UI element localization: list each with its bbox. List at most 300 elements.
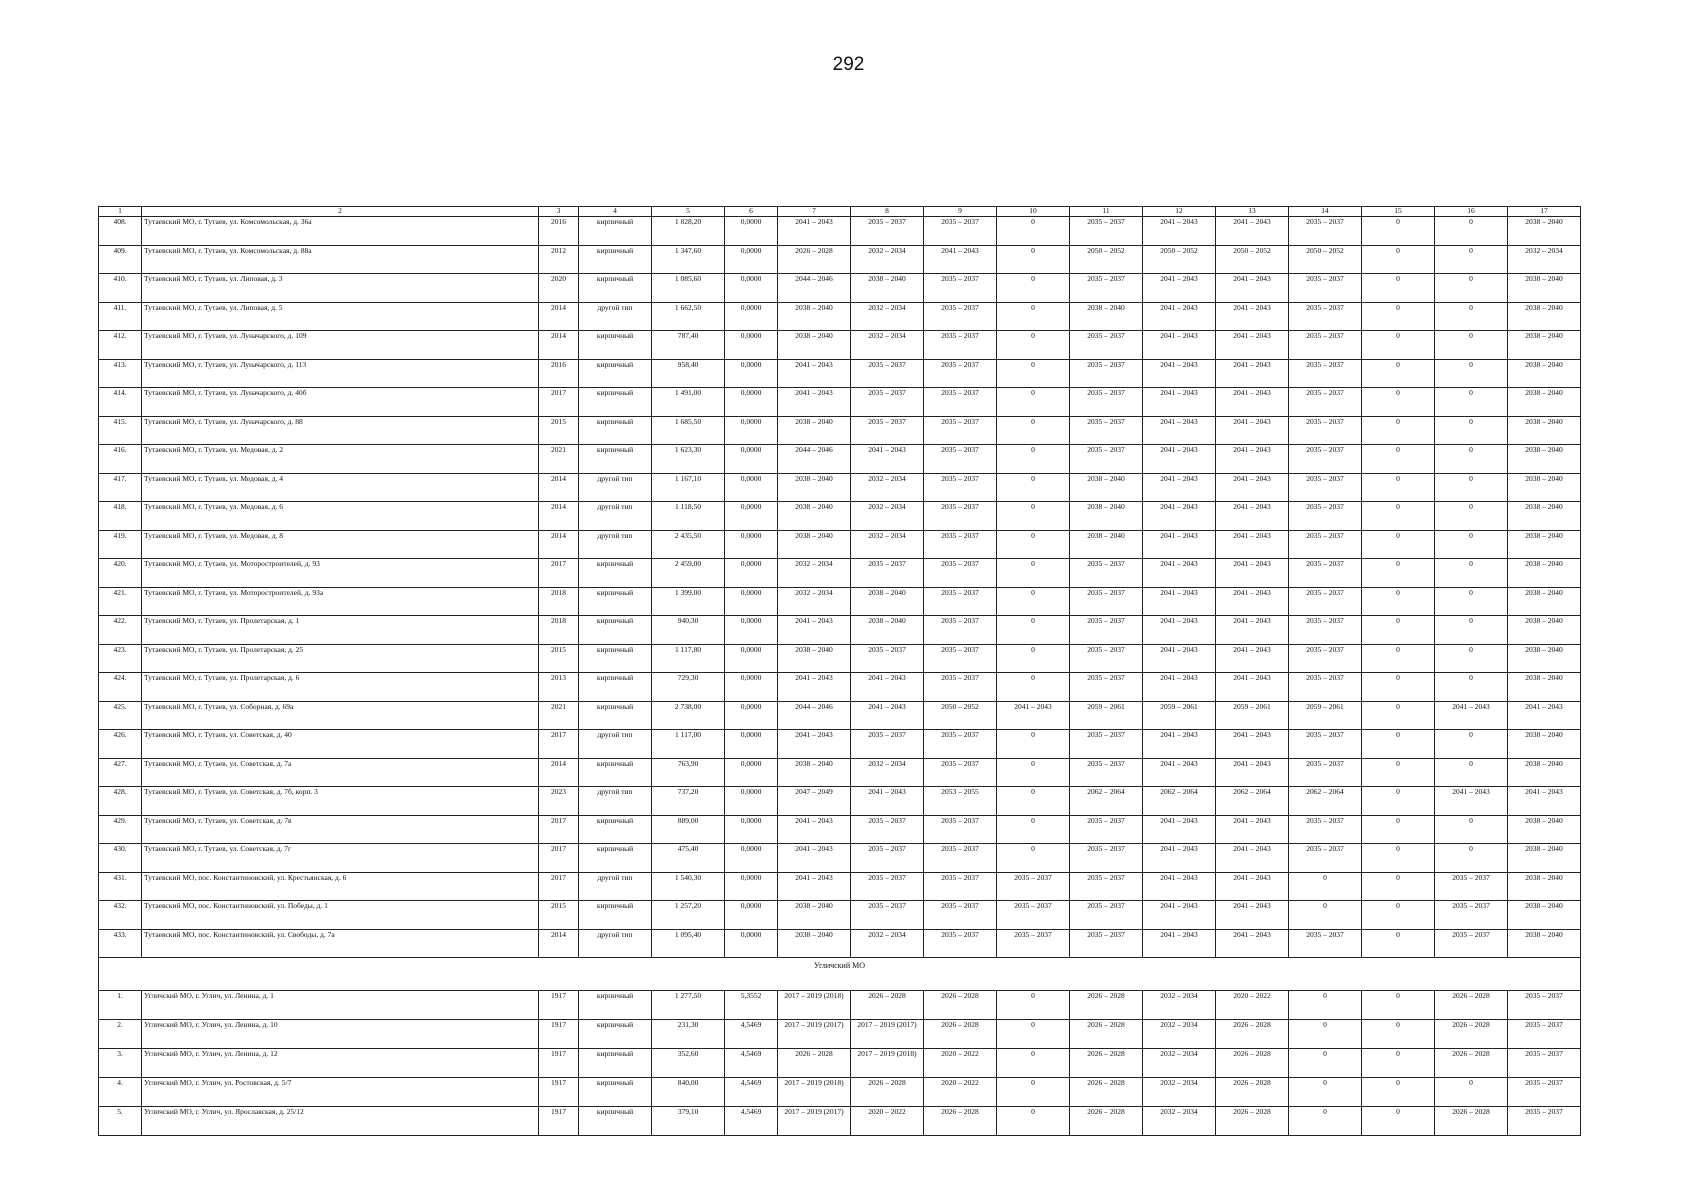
table-cell: 2038 – 2040 [1508, 730, 1581, 759]
table-cell: 2035 – 2037 [924, 473, 997, 502]
table-cell: Угличский МО, г. Углич, ул. Ярославская, д. 25/12 [142, 1107, 539, 1136]
table-cell: 2041 – 2043 [1143, 217, 1216, 246]
table-cell: 2035 – 2037 [1289, 502, 1362, 531]
table-cell: 2059 – 2061 [1070, 701, 1143, 730]
table-cell: 0 [1435, 644, 1508, 673]
table-row [99, 445, 1581, 474]
table-cell: 0,0000 [725, 787, 778, 816]
table-cell: 2017 [539, 815, 579, 844]
table-cell: 2041 – 2043 [1216, 872, 1289, 901]
table-cell: 0 [997, 473, 1070, 502]
table-cell: кирпичный [579, 991, 652, 1020]
table-cell: 2041 – 2043 [1216, 331, 1289, 360]
table-cell: 2035 – 2037 [1070, 901, 1143, 930]
table-cell: 2038 – 2040 [1508, 616, 1581, 645]
table-cell: 0 [997, 616, 1070, 645]
table-cell: 2041 – 2043 [1143, 416, 1216, 445]
table-cell: Тутаевский МО, г. Тутаев, ул. Советская, д. 7в [142, 815, 539, 844]
table-cell: 2035 – 2037 [924, 274, 997, 303]
table-cell: 2038 – 2040 [1508, 359, 1581, 388]
table-cell: 2035 – 2037 [1289, 815, 1362, 844]
table-cell: 0 [997, 991, 1070, 1020]
table-cell: 2032 – 2034 [778, 559, 851, 588]
table-row [99, 730, 1581, 759]
table-cell: 2062 – 2064 [1143, 787, 1216, 816]
table-cell: 2041 – 2043 [778, 844, 851, 873]
table-cell: 2013 [539, 673, 579, 702]
table-cell: 2041 – 2043 [1143, 473, 1216, 502]
table-row [99, 388, 1581, 417]
table-cell: 2035 – 2037 [1289, 673, 1362, 702]
table-row [99, 1020, 1581, 1049]
table-cell: 1917 [539, 1049, 579, 1078]
table-cell: 2038 – 2040 [778, 644, 851, 673]
table-cell: 2035 – 2037 [924, 359, 997, 388]
table-cell: 0 [997, 502, 1070, 531]
table-cell: 2041 – 2043 [1143, 502, 1216, 531]
table-cell: 2035 – 2037 [924, 644, 997, 673]
table-cell: 6 [725, 207, 778, 217]
table-row [99, 844, 1581, 873]
table-cell: 1 167,10 [652, 473, 725, 502]
table-cell: 2026 – 2028 [778, 245, 851, 274]
table-cell: 2032 – 2034 [778, 587, 851, 616]
table-cell: кирпичный [579, 758, 652, 787]
table-cell: 2017 – 2019 (2017) [778, 1020, 851, 1049]
table-cell: 0 [1362, 502, 1435, 531]
table-cell: 2032 – 2034 [851, 473, 924, 502]
table-cell: 423. [99, 644, 142, 673]
table-cell: 426. [99, 730, 142, 759]
table-cell: 0 [997, 758, 1070, 787]
table-cell: 0 [1435, 844, 1508, 873]
table-cell: 414. [99, 388, 142, 417]
table-cell: 2035 – 2037 [1508, 1020, 1581, 1049]
table-row [99, 1078, 1581, 1107]
table-cell: 0 [1362, 730, 1435, 759]
table-cell: 2041 – 2043 [778, 730, 851, 759]
table-cell: 4,5469 [725, 1049, 778, 1078]
table-cell: 0 [997, 1107, 1070, 1136]
table-cell: Тутаевский МО, г. Тутаев, ул. Пролетарская, д. 25 [142, 644, 539, 673]
table-cell: 413. [99, 359, 142, 388]
table-cell: 2035 – 2037 [1289, 388, 1362, 417]
table-cell: 5,3552 [725, 991, 778, 1020]
table-cell: 2041 – 2043 [1216, 274, 1289, 303]
table-cell: 2035 – 2037 [1070, 331, 1143, 360]
table-cell: 0 [1362, 701, 1435, 730]
table-cell: Тутаевский МО, пос. Константиновский, ул. Крестьянская, д. 6 [142, 872, 539, 901]
table-cell: 475,40 [652, 844, 725, 873]
table-cell: 2041 – 2043 [1143, 559, 1216, 588]
table-cell: Тутаевский МО, пос. Константиновский, ул. Свободы, д. 7а [142, 929, 539, 958]
table-cell: 7 [778, 207, 851, 217]
table-cell: 431. [99, 872, 142, 901]
table-cell: кирпичный [579, 331, 652, 360]
table-cell: 2032 – 2034 [851, 530, 924, 559]
table-cell: 2035 – 2037 [924, 502, 997, 531]
table-cell: 2050 – 2052 [1289, 245, 1362, 274]
table-cell: 410. [99, 274, 142, 303]
table-cell: 430. [99, 844, 142, 873]
table-cell: 2026 – 2028 [1435, 991, 1508, 1020]
table-cell: 2035 – 2037 [997, 901, 1070, 930]
table-cell: другой тип [579, 787, 652, 816]
table-cell: 2035 – 2037 [1070, 587, 1143, 616]
table-cell: 0 [1435, 274, 1508, 303]
table-cell: 2018 [539, 587, 579, 616]
table-cell: Тутаевский МО, г. Тутаев, ул. Комсомольская, д. 88а [142, 245, 539, 274]
table-cell: 787,40 [652, 331, 725, 360]
table-cell: 2041 – 2043 [851, 445, 924, 474]
table-cell: 1 623,30 [652, 445, 725, 474]
table-cell: 2038 – 2040 [1508, 673, 1581, 702]
table-cell: кирпичный [579, 245, 652, 274]
table-cell: 2041 – 2043 [1143, 302, 1216, 331]
table-cell: 4,5469 [725, 1107, 778, 1136]
table-cell: 1 [99, 207, 142, 217]
table-cell: 8 [851, 207, 924, 217]
table-cell: 2035 – 2037 [1289, 274, 1362, 303]
table-cell: 2038 – 2040 [1070, 502, 1143, 531]
table-cell: 0 [1362, 1078, 1435, 1107]
table-cell: кирпичный [579, 1078, 652, 1107]
table-cell: Тутаевский МО, г. Тутаев, ул. Медовая, д. 6 [142, 502, 539, 531]
table-cell: 2032 – 2034 [851, 245, 924, 274]
table-cell: 408. [99, 217, 142, 246]
table-cell: 0 [1362, 331, 1435, 360]
table-cell: 2041 – 2043 [1216, 217, 1289, 246]
table-cell: 424. [99, 673, 142, 702]
table-cell: 2038 – 2040 [778, 331, 851, 360]
table-cell: 0 [997, 331, 1070, 360]
table-cell: 2014 [539, 302, 579, 331]
table-cell: 2035 – 2037 [851, 359, 924, 388]
table-cell: 2032 – 2034 [851, 302, 924, 331]
table-cell: 2038 – 2040 [1508, 901, 1581, 930]
table-cell: 2062 – 2064 [1289, 787, 1362, 816]
table-cell: 0 [1435, 502, 1508, 531]
table-cell: 2041 – 2043 [778, 217, 851, 246]
table-cell: 2041 – 2043 [778, 673, 851, 702]
table-cell: 2035 – 2037 [1289, 758, 1362, 787]
table-cell: 2021 [539, 701, 579, 730]
table-cell: 2035 – 2037 [1289, 445, 1362, 474]
table-cell: 2038 – 2040 [778, 758, 851, 787]
table-cell: 2017 [539, 844, 579, 873]
table-cell: 2059 – 2061 [1216, 701, 1289, 730]
table-cell: 0 [997, 844, 1070, 873]
table-cell: 0 [1362, 991, 1435, 1020]
table-cell: Тутаевский МО, г. Тутаев, ул. Моторостроителей, д. 93а [142, 587, 539, 616]
table-cell: 1 662,50 [652, 302, 725, 331]
table-cell: 889,00 [652, 815, 725, 844]
table-cell: 2041 – 2043 [1143, 530, 1216, 559]
table-cell: 2041 – 2043 [997, 701, 1070, 730]
table-cell: 0 [1362, 644, 1435, 673]
table-cell: 2035 – 2037 [1289, 929, 1362, 958]
table-cell: 2041 – 2043 [1216, 359, 1289, 388]
table-cell: 737,20 [652, 787, 725, 816]
table-cell: 0 [1435, 616, 1508, 645]
table-cell: 427. [99, 758, 142, 787]
table-cell: 2038 – 2040 [1508, 302, 1581, 331]
table-cell: 2041 – 2043 [1216, 901, 1289, 930]
table-cell: 2041 – 2043 [1216, 815, 1289, 844]
table-cell: 418. [99, 502, 142, 531]
table-cell: 2038 – 2040 [851, 587, 924, 616]
table-row [99, 929, 1581, 958]
table-cell: другой тип [579, 302, 652, 331]
table-row [99, 502, 1581, 531]
table-cell: 2038 – 2040 [778, 929, 851, 958]
table-cell: 2026 – 2028 [924, 991, 997, 1020]
table-cell: 2035 – 2037 [1070, 416, 1143, 445]
table-cell: 2020 – 2022 [924, 1049, 997, 1078]
table-cell: 3. [99, 1049, 142, 1078]
table-cell: 2035 – 2037 [924, 815, 997, 844]
table-cell: 415. [99, 416, 142, 445]
table-cell: Тутаевский МО, г. Тутаев, ул. Медовая, д. 8 [142, 530, 539, 559]
table-cell: 0 [1362, 1020, 1435, 1049]
table-cell: 0,0000 [725, 844, 778, 873]
table-cell: 0 [1435, 587, 1508, 616]
table-cell: 2041 – 2043 [778, 388, 851, 417]
table-cell: 2035 – 2037 [924, 929, 997, 958]
table-cell: 2017 [539, 388, 579, 417]
table-cell: другой тип [579, 872, 652, 901]
table-cell: 2035 – 2037 [924, 217, 997, 246]
table-cell: 4,5469 [725, 1078, 778, 1107]
table-cell: 2038 – 2040 [778, 502, 851, 531]
table-cell: 2026 – 2028 [1070, 1078, 1143, 1107]
table-cell: 0 [1362, 673, 1435, 702]
table-cell: 2032 – 2034 [1143, 1049, 1216, 1078]
table-cell: 425. [99, 701, 142, 730]
table-cell: 2041 – 2043 [1216, 929, 1289, 958]
table-cell: 729,30 [652, 673, 725, 702]
table-cell: 1 347,60 [652, 245, 725, 274]
table-cell: 1917 [539, 1107, 579, 1136]
table-cell: 409. [99, 245, 142, 274]
table-row [99, 274, 1581, 303]
table-cell: 2038 – 2040 [778, 416, 851, 445]
table-cell: 2059 – 2061 [1289, 701, 1362, 730]
table-cell: 0,0000 [725, 758, 778, 787]
table-cell: 11 [1070, 207, 1143, 217]
table-cell: 0,0000 [725, 559, 778, 588]
table-cell: 2041 – 2043 [1216, 473, 1289, 502]
table-cell: 2035 – 2037 [1435, 901, 1508, 930]
table-cell: 0 [1362, 388, 1435, 417]
table-cell: 2041 – 2043 [778, 359, 851, 388]
table-cell: 2026 – 2028 [851, 1078, 924, 1107]
table-cell: 2035 – 2037 [924, 616, 997, 645]
table-cell: 1917 [539, 1020, 579, 1049]
table-cell: 0 [1435, 445, 1508, 474]
table-cell: другой тип [579, 473, 652, 502]
table-cell: 2038 – 2040 [1508, 416, 1581, 445]
table-cell: 0 [997, 274, 1070, 303]
table-row [99, 787, 1581, 816]
table-cell: 420. [99, 559, 142, 588]
table-cell: 2035 – 2037 [1508, 1078, 1581, 1107]
table-cell: 0 [997, 445, 1070, 474]
table-cell: 0 [1435, 416, 1508, 445]
table-cell: 0 [1435, 758, 1508, 787]
table-cell: 9 [924, 207, 997, 217]
table-cell: 2020 – 2022 [924, 1078, 997, 1107]
table-cell: 2026 – 2028 [1435, 1020, 1508, 1049]
table-cell: 1 085,60 [652, 274, 725, 303]
table-cell: 763,90 [652, 758, 725, 787]
table-cell: кирпичный [579, 701, 652, 730]
table-cell: 2035 – 2037 [1070, 274, 1143, 303]
table-cell: 1917 [539, 1078, 579, 1107]
table-cell: 2014 [539, 758, 579, 787]
table-cell: 2044 – 2046 [778, 274, 851, 303]
table-cell: 958,40 [652, 359, 725, 388]
table-cell: 2035 – 2037 [1289, 559, 1362, 588]
table-cell: 2038 – 2040 [1508, 217, 1581, 246]
table-cell: 1917 [539, 991, 579, 1020]
table-cell: 2050 – 2052 [1143, 245, 1216, 274]
table-cell: 2017 – 2019 (2017) [851, 1020, 924, 1049]
table-cell: 2035 – 2037 [1070, 644, 1143, 673]
table-cell: 2035 – 2037 [1289, 217, 1362, 246]
table-row [99, 359, 1581, 388]
table-row [99, 991, 1581, 1020]
table-cell: 2018 [539, 616, 579, 645]
table-cell: 0 [997, 245, 1070, 274]
table-cell: 2041 – 2043 [851, 701, 924, 730]
table-row [99, 815, 1581, 844]
table-cell: 3 [539, 207, 579, 217]
table-cell: 2038 – 2040 [778, 901, 851, 930]
table-cell: кирпичный [579, 445, 652, 474]
table-cell: 2032 – 2034 [851, 502, 924, 531]
table-cell: 417. [99, 473, 142, 502]
table-cell: 2041 – 2043 [1216, 502, 1289, 531]
table-cell: 2035 – 2037 [1070, 872, 1143, 901]
table-cell: 2014 [539, 530, 579, 559]
table-cell: 231,30 [652, 1020, 725, 1049]
table-cell: 2035 – 2037 [924, 388, 997, 417]
table-cell: 2041 – 2043 [1216, 445, 1289, 474]
table-cell: кирпичный [579, 217, 652, 246]
table-cell: 2032 – 2034 [851, 331, 924, 360]
table-cell: 2041 – 2043 [1143, 673, 1216, 702]
table-cell: 2026 – 2028 [1216, 1078, 1289, 1107]
table-cell: 432. [99, 901, 142, 930]
table-cell: 2026 – 2028 [1070, 1020, 1143, 1049]
table-cell: 0 [1362, 245, 1435, 274]
table-cell: 2041 – 2043 [1143, 616, 1216, 645]
table-cell: Тутаевский МО, г. Тутаев, ул. Советская, д. 7г [142, 844, 539, 873]
table-cell: 0 [997, 388, 1070, 417]
table-cell: 0 [1362, 445, 1435, 474]
table-cell: 2032 – 2034 [1143, 1107, 1216, 1136]
table-cell: 2021 [539, 445, 579, 474]
table-cell: кирпичный [579, 359, 652, 388]
table-cell: 0 [1362, 416, 1435, 445]
section-row [99, 958, 1581, 991]
table-cell: 0 [1435, 1078, 1508, 1107]
table-cell: 2041 – 2043 [778, 872, 851, 901]
table-cell: 421. [99, 587, 142, 616]
table-cell: 2035 – 2037 [1289, 730, 1362, 759]
table-cell: 2041 – 2043 [1143, 758, 1216, 787]
table-cell: 2035 – 2037 [1070, 445, 1143, 474]
table-cell: 0,0000 [725, 473, 778, 502]
table-cell: 2035 – 2037 [924, 331, 997, 360]
table-cell: 4,5469 [725, 1020, 778, 1049]
table-cell: 1. [99, 991, 142, 1020]
table-cell: 0 [997, 730, 1070, 759]
table-cell: 0 [1362, 872, 1435, 901]
table-cell: 416. [99, 445, 142, 474]
table-cell: 2041 – 2043 [1216, 616, 1289, 645]
table-cell: 2035 – 2037 [1070, 359, 1143, 388]
table-cell: 0 [997, 416, 1070, 445]
table-cell: 2035 – 2037 [1070, 929, 1143, 958]
table-cell: 2041 – 2043 [1143, 730, 1216, 759]
table-cell: 0 [1362, 815, 1435, 844]
table-cell: 2038 – 2040 [1508, 872, 1581, 901]
table-cell: кирпичный [579, 416, 652, 445]
table-cell: 0 [1362, 616, 1435, 645]
table-cell: 1 277,50 [652, 991, 725, 1020]
table-cell: 5. [99, 1107, 142, 1136]
table-cell: другой тип [579, 502, 652, 531]
table-cell: 0,0000 [725, 530, 778, 559]
table-cell: 2041 – 2043 [1143, 815, 1216, 844]
table-row [99, 331, 1581, 360]
table-cell: 2014 [539, 331, 579, 360]
table-cell: Тутаевский МО, г. Тутаев, ул. Моторостроителей, д. 93 [142, 559, 539, 588]
table-cell: 0 [1362, 844, 1435, 873]
table-cell: 2041 – 2043 [1143, 274, 1216, 303]
table-cell: 0,0000 [725, 274, 778, 303]
table-cell: 2041 – 2043 [1143, 359, 1216, 388]
table-cell: 2038 – 2040 [1508, 473, 1581, 502]
table-cell: кирпичный [579, 559, 652, 588]
table-cell: другой тип [579, 730, 652, 759]
table-row [99, 616, 1581, 645]
table-cell: 2038 – 2040 [851, 616, 924, 645]
table-cell: 0 [1362, 530, 1435, 559]
table-cell: 0 [997, 559, 1070, 588]
table-cell: Тутаевский МО, г. Тутаев, ул. Советская, д. 7а [142, 758, 539, 787]
table-cell: 2016 [539, 359, 579, 388]
table-cell: 2032 – 2034 [1143, 1020, 1216, 1049]
table-cell: 0 [1289, 1020, 1362, 1049]
table-cell: 2032 – 2034 [1143, 1078, 1216, 1107]
table-cell: 0,0000 [725, 644, 778, 673]
table-cell: 2035 – 2037 [1435, 929, 1508, 958]
table-cell: 0 [1435, 245, 1508, 274]
table-row [99, 644, 1581, 673]
table-cell: 0 [1435, 530, 1508, 559]
table-row [99, 1049, 1581, 1078]
table-cell: 0,0000 [725, 815, 778, 844]
table-cell: 12 [1143, 207, 1216, 217]
table-cell: 2032 – 2034 [1508, 245, 1581, 274]
table-cell: 2017 [539, 872, 579, 901]
table-cell: 2047 – 2049 [778, 787, 851, 816]
table-cell: 0 [1362, 1049, 1435, 1078]
table-cell: 2020 – 2022 [851, 1107, 924, 1136]
